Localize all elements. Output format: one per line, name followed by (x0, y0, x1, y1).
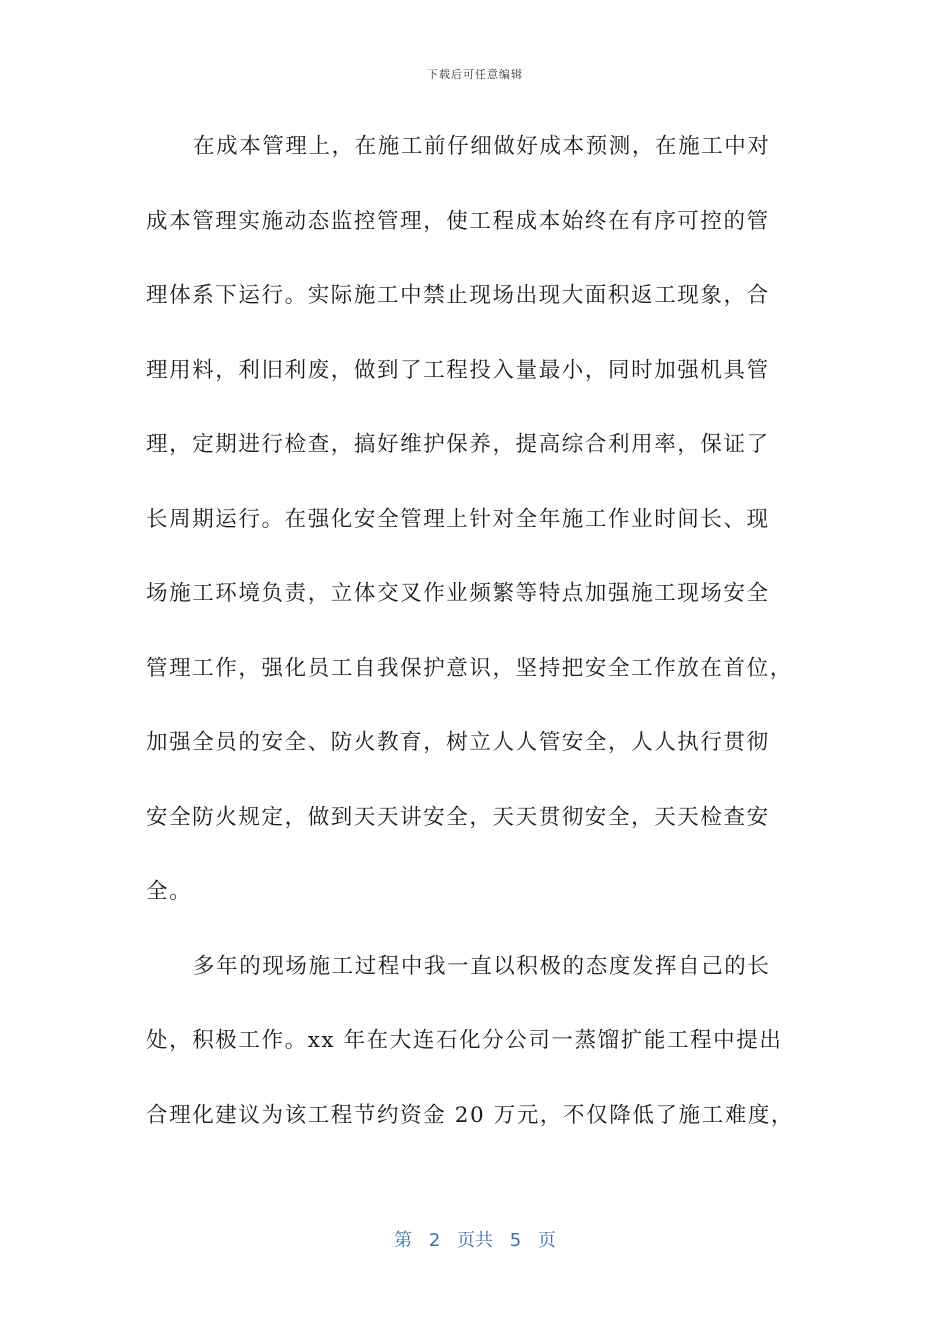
text-line: 理体系下运行。实际施工中禁止现场出现大面积返工现象，合 (146, 283, 770, 308)
footer-prefix: 第 (394, 1230, 413, 1251)
text-line: 场施工环境负责，立体交叉作业频繁等特点加强施工现场安全 (146, 581, 770, 606)
text-line: 全。 (146, 879, 193, 904)
text-line: 处，积极工作。xx 年在大连石化分公司一蒸馏扩能工程中提出 (146, 1028, 783, 1053)
text-line: 合理化建议为该工程节约资金 20 万元，不仅降低了施工难度， (146, 1102, 795, 1128)
footer-suffix: 页 (537, 1230, 556, 1251)
page-header-note: 下载后可任意编辑 (427, 68, 523, 81)
text-line: 多年的现场施工过程中我一直以积极的态度发挥自己的长 (193, 953, 771, 979)
text-line: 理用料，利旧利废，做到了工程投入量最小，同时加强机具管 (146, 357, 770, 383)
text-line: 长周期运行。在强化安全管理上针对全年施工作业时间长、现 (146, 506, 770, 532)
text-line: 成本管理实施动态监控管理，使工程成本始终在有序可控的管 (146, 208, 770, 234)
text-line: 安全防火规定，做到天天讲安全，天天贯彻安全，天天检查安 (146, 804, 770, 830)
text-line: 理，定期进行检查，搞好维护保养，提高综合利用率，保证了 (146, 432, 770, 457)
footer-middle: 页共 (457, 1230, 493, 1251)
text-line: 在成本管理上，在施工前仔细做好成本预测，在施工中对 (193, 134, 771, 159)
text-line: 管理工作，强化员工自我保护意识，坚持把安全工作放在首位， (146, 655, 793, 681)
body-text (146, 110, 808, 1153)
page-footer (0, 1226, 950, 1252)
footer-page-number: 2 (428, 1230, 441, 1251)
text-line: 加强全员的安全、防火教育，树立人人管安全，人人执行贯彻 (146, 730, 770, 755)
footer-total-pages: 5 (509, 1230, 522, 1251)
